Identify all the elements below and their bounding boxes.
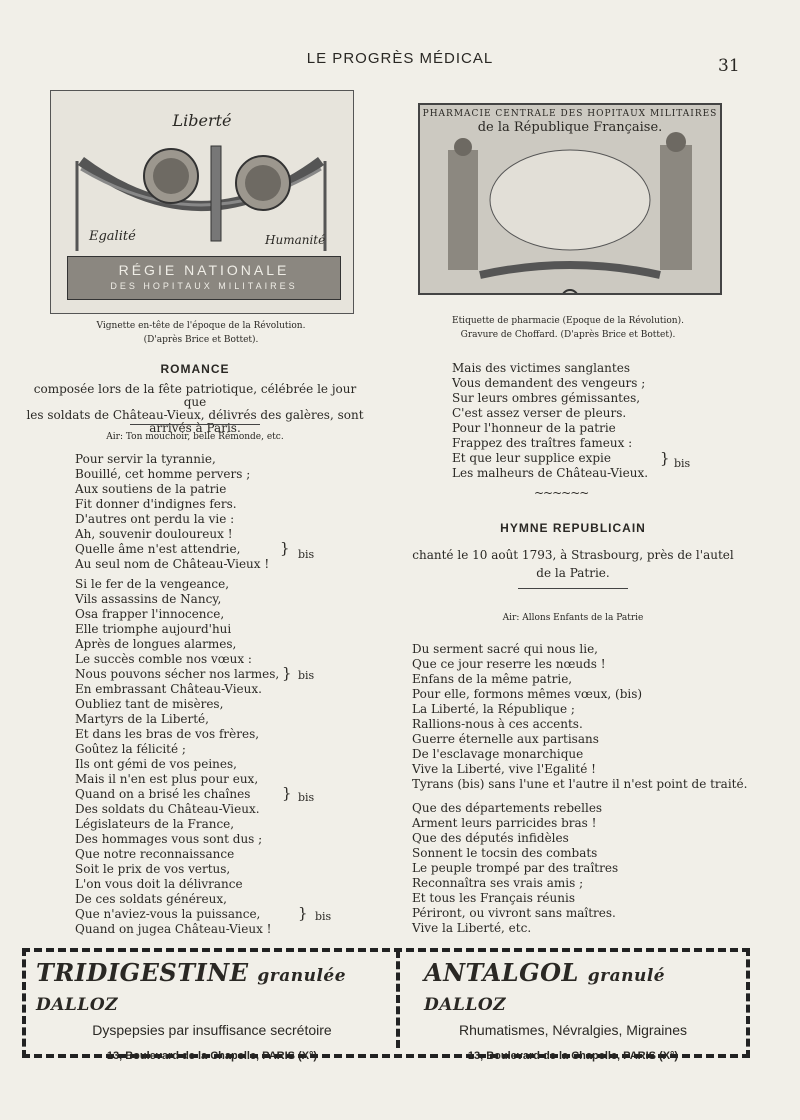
section-rule (518, 588, 628, 589)
vignette-banner (67, 256, 341, 300)
bis-mark: bis (674, 457, 691, 470)
romance-title: ROMANCE (160, 362, 230, 376)
advert-product-name: ANTALGOL granulé DALLOZ (424, 958, 666, 1015)
hymne-stanza-1: Du serment sacré qui nous lie, Que ce jour reserre les nœuds ! Enfans de la même patrie, Pour elle, formons mêmes vœux, (bis) La Liberté, la République ; Rallions-nous à ces accents. Guerre éternelle aux partisans De l'esclavage monarchique Vive la Liberté, vive l'Egalité ! Tyrans (bis) sans l'une et l'autre il n'est point de traité. (412, 642, 748, 791)
bis-mark: bis (298, 548, 315, 561)
vignette-right-word: Humanité (265, 233, 326, 247)
hymne-air: Air: Allons Enfants de la Patrie (502, 613, 644, 623)
advert-tridigestine (36, 958, 388, 1062)
vignette-motto: Liberté (172, 111, 232, 130)
romance-stanza-2: Si le fer de la vengeance, Vils assassins de Nancy, Osa frapper l'innocence, Elle triomphe aujourd'hui Après de longues alarmes, Le succès comble nos vœux : Nous pouvons sécher nos larmes, En embrassant Château-Vieux. (75, 577, 280, 696)
advert-tagline: Rhumatismes, Névralgies, Migraines (459, 1022, 687, 1038)
bis-mark: bis (298, 791, 315, 804)
vignette-right-caption: Etiquette de pharmacie (Epoque de la Révolution). Gravure de Choffard. (D'après Brice et Bottet). (452, 316, 684, 340)
advert-antalgol (408, 958, 738, 1062)
engraving-illustration (420, 105, 720, 293)
label-line-2: de la République Française. (477, 120, 663, 135)
hymne-title: HYMNE REPUBLICAIN (500, 521, 646, 535)
advert-product-name: TRIDIGESTINE granulée DALLOZ (36, 958, 347, 1015)
vignette-left-word: Egalité (89, 229, 136, 244)
bis-mark: bis (315, 910, 332, 923)
vignette-revolution-header (50, 90, 354, 314)
romance-stanza-1: Pour servir la tyrannie, Bouillé, cet homme pervers ; Aux soutiens de la patrie Fit donner d'indignes fers. D'autres ont perdu la vie : Ah, souvenir douloureux ! Quelle âme n'est attendrie, Au seul nom de Château-Vieux ! (75, 452, 270, 571)
brace: } (298, 904, 308, 922)
section-rule (130, 424, 260, 425)
romance-stanza-4: Législateurs de la France, Des hommages vous sont dus ; Que notre reconnaissance Soit le prix de vos vertus, L'on vous doit la délivrance De ces soldats généreux, Que n'aviez-vous la puissance, Quand on jugea Château-Vieux ! (75, 817, 272, 936)
brace: } (282, 664, 292, 682)
advert-address: 13, Boulevard de la Chapelle, PARIS (X°) (467, 1050, 679, 1062)
banner-line-2: DES HOPITAUX MILITAIRES (110, 281, 298, 291)
advertisement-divider (396, 950, 400, 1048)
romance-air: Air: Ton mouchoir, belle Rémonde, etc. (106, 432, 284, 442)
romance-stanza-5: Mais des victimes sanglantes Vous demandent des vengeurs ; Sur leurs ombres gémissantes, C'est assez verser de pleurs. Pour l'honneur de la patrie Frappez des traîtres fameux : Et que leur supplice expie Les malheurs de Château-Vieux. (452, 361, 649, 480)
brace: } (282, 784, 292, 802)
romance-stanza-3: Oubliez tant de misères, Martyrs de la Liberté, Et dans les bras de vos frères, Goûtez la félicité ; Ils ont gémi de vos peines, Mais il n'en est plus pour eux, Quand on a brisé les chaînes Des soldats du Château-Vieux. (75, 697, 260, 816)
advert-tagline: Dyspepsies par insuffisance secrétoire (92, 1022, 332, 1038)
romance-intro: composée lors de la fête patriotique, célébrée le jour que les soldats de Château-Vieux, délivrés des galères, sont arrivés à Paris. (26, 382, 364, 435)
journal-title: LE PROGRÈS MÉDICAL (306, 50, 494, 67)
banner-line-1: RÉGIE NATIONALE (118, 262, 290, 278)
page-number: 31 (718, 56, 740, 76)
bis-mark: bis (298, 669, 315, 682)
advert-address: 13, Boulevard de la Chapelle, PARIS (X°) (106, 1050, 318, 1062)
pharmacy-label-engraving (418, 103, 722, 295)
ornamental-divider: ~~~~~~ (534, 486, 589, 500)
hymne-stanza-2: Que des départements rebelles Arment leurs parricides bras ! Que des députés infidèles Sonnent le tocsin des combats Le peuple trompé par des traîtres Reconnaîtra ses vrais amis ; Et tous les Français réunis Périront, ou vivront sans maîtres. Vive la Liberté, etc. (412, 801, 619, 935)
brace: } (660, 449, 670, 467)
vignette-left-caption: Vignette en-tête de l'époque de la Révolution. (D'après Brice et Bottet). (96, 321, 306, 345)
hymne-intro: chanté le 10 août 1793, à Strasbourg, près de l'autel de la Patrie. (412, 548, 734, 580)
label-line-1: PHARMACIE CENTRALE DES HOPITAUX MILITAIRES (422, 109, 718, 119)
brace: } (280, 539, 290, 557)
